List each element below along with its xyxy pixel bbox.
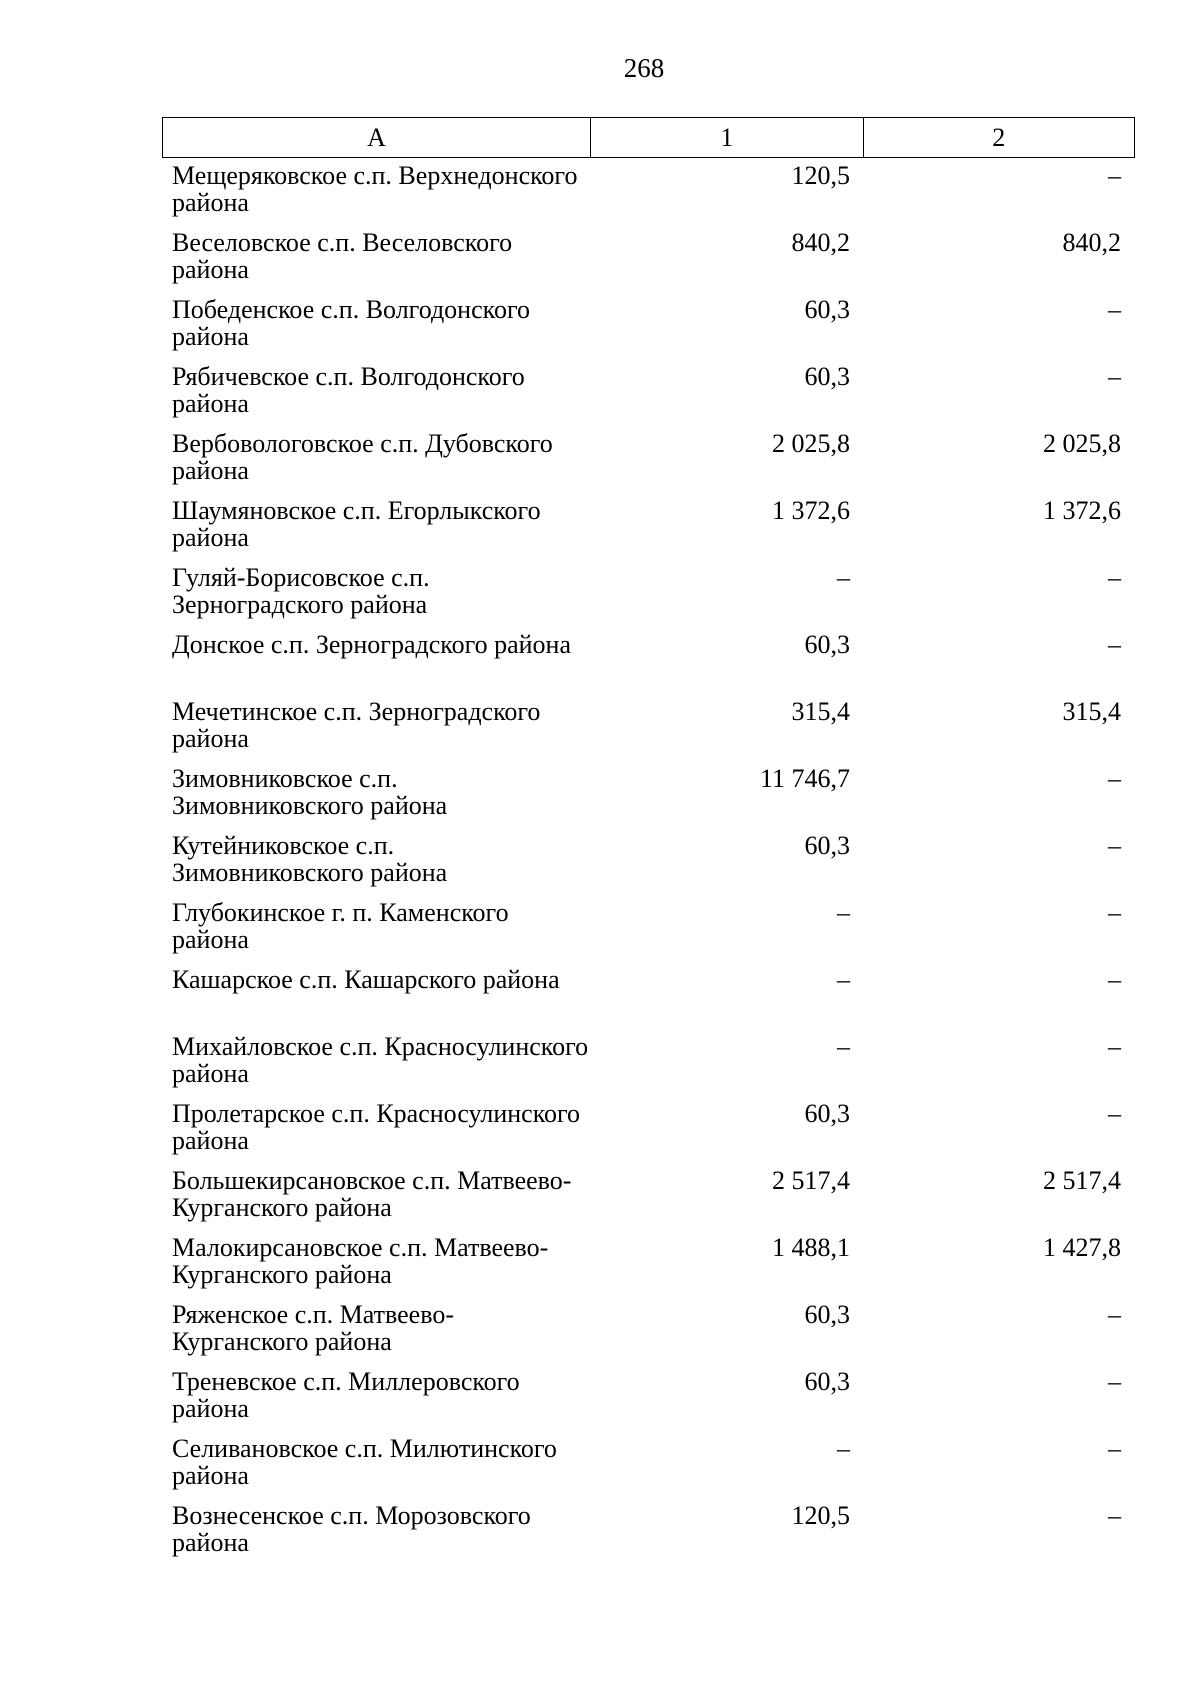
settlement-name: Ряженское с.п. Матвеево-Курганского района bbox=[172, 1300, 454, 1356]
value-column-1: – bbox=[837, 1032, 850, 1061]
value-column-2: – bbox=[1108, 1032, 1121, 1061]
settlement-name: Кашарское с.п. Кашарского района bbox=[172, 965, 560, 994]
value-column-2: – bbox=[1108, 630, 1121, 659]
table-row bbox=[162, 1163, 1135, 1230]
value-column-1: 60,3 bbox=[804, 630, 850, 659]
value-column-1: 11 746,7 bbox=[759, 764, 850, 793]
value-column-2: – bbox=[1108, 563, 1121, 592]
settlement-name: Победенское с.п. Волгодонского района bbox=[172, 295, 530, 351]
value-column-2: – bbox=[1108, 831, 1121, 860]
value-column-1: 60,3 bbox=[804, 831, 850, 860]
value-column-2: – bbox=[1108, 1099, 1121, 1128]
settlement-name: Шаумяновское с.п. Егорлыкского района bbox=[172, 496, 541, 552]
value-column-2: – bbox=[1108, 1300, 1121, 1329]
value-column-1: 120,5 bbox=[791, 161, 850, 190]
value-column-2: 1 427,8 bbox=[1043, 1233, 1121, 1262]
header-column-1: 1 bbox=[591, 118, 863, 157]
table-row bbox=[162, 828, 1135, 895]
table-row bbox=[162, 1096, 1135, 1163]
table-header bbox=[162, 117, 1135, 158]
table-row bbox=[162, 694, 1135, 761]
settlement-name: Вознесенское с.п. Морозовского района bbox=[172, 1501, 531, 1557]
value-column-2: – bbox=[1108, 1501, 1121, 1530]
value-column-2: – bbox=[1108, 1367, 1121, 1396]
value-column-1: – bbox=[837, 563, 850, 592]
settlement-name: Селивановское с.п. Милютинского района bbox=[172, 1434, 557, 1490]
value-column-2: 315,4 bbox=[1062, 697, 1121, 726]
table-row bbox=[162, 962, 1135, 1029]
table-row bbox=[162, 1029, 1135, 1096]
settlement-name: Мечетинское с.п. Зерноградского района bbox=[172, 697, 541, 753]
value-column-1: 1 488,1 bbox=[772, 1233, 850, 1262]
table-row bbox=[162, 1498, 1135, 1565]
header-column-a: А bbox=[163, 118, 591, 157]
value-column-2: 840,2 bbox=[1062, 228, 1121, 257]
value-column-1: 1 372,6 bbox=[772, 496, 850, 525]
table-row bbox=[162, 560, 1135, 627]
table-row bbox=[162, 627, 1135, 694]
table-row bbox=[162, 493, 1135, 560]
value-column-1: – bbox=[837, 965, 850, 994]
value-column-2: – bbox=[1108, 295, 1121, 324]
settlement-name: Глубокинское г. п. Каменского района bbox=[172, 898, 509, 954]
table-row bbox=[162, 761, 1135, 828]
table-body bbox=[162, 158, 1135, 1565]
value-column-1: 60,3 bbox=[804, 1367, 850, 1396]
value-column-2: – bbox=[1108, 898, 1121, 927]
settlement-name: Треневское с.п. Миллеровского района bbox=[172, 1367, 520, 1423]
value-column-2: – bbox=[1108, 965, 1121, 994]
settlement-name: Веселовское с.п. Веселовского района bbox=[172, 228, 513, 284]
value-column-2: – bbox=[1108, 1434, 1121, 1463]
table-row bbox=[162, 1297, 1135, 1364]
table-row bbox=[162, 895, 1135, 962]
value-column-1: 60,3 bbox=[804, 295, 850, 324]
value-column-2: – bbox=[1108, 764, 1121, 793]
value-column-1: 120,5 bbox=[791, 1501, 850, 1530]
settlement-name: Малокирсановское с.п. Матвеево-Курганского района bbox=[172, 1233, 549, 1289]
value-column-1: – bbox=[837, 898, 850, 927]
value-column-1: 840,2 bbox=[791, 228, 850, 257]
table-row bbox=[162, 1431, 1135, 1498]
value-column-2: – bbox=[1108, 362, 1121, 391]
table-row bbox=[162, 158, 1135, 225]
value-column-1: – bbox=[837, 1434, 850, 1463]
value-column-1: 315,4 bbox=[791, 697, 850, 726]
settlement-name: Большекирсановское с.п. Матвеево-Курганского района bbox=[172, 1166, 572, 1222]
value-column-1: 2 025,8 bbox=[772, 429, 850, 458]
settlement-name: Мещеряковское с.п. Верхнедонского района bbox=[172, 161, 578, 217]
table-row bbox=[162, 1230, 1135, 1297]
settlement-name: Кутейниковское с.п. Зимовниковского района bbox=[172, 831, 448, 887]
settlement-name: Рябичевское с.п. Волгодонского района bbox=[172, 362, 525, 418]
settlement-name: Донское с.п. Зерноградского района bbox=[172, 630, 572, 659]
value-column-1: 60,3 bbox=[804, 1099, 850, 1128]
table-row bbox=[162, 359, 1135, 426]
settlement-name: Вербовологовское с.п. Дубовского района bbox=[172, 429, 553, 485]
table-row bbox=[162, 426, 1135, 493]
value-column-1: 60,3 bbox=[804, 362, 850, 391]
value-column-2: – bbox=[1108, 161, 1121, 190]
value-column-2: 2 517,4 bbox=[1043, 1166, 1121, 1195]
table-row bbox=[162, 225, 1135, 292]
value-column-1: 2 517,4 bbox=[772, 1166, 850, 1195]
settlement-name: Зимовниковское с.п. Зимовниковского района bbox=[172, 764, 448, 820]
allocation-table bbox=[162, 117, 1135, 1565]
table-row bbox=[162, 292, 1135, 359]
header-column-2: 2 bbox=[992, 123, 1006, 152]
settlement-name: Пролетарское с.п. Красносулинского района bbox=[172, 1099, 581, 1155]
settlement-name: Михайловское с.п. Красносулинского района bbox=[172, 1032, 589, 1088]
settlement-name: Гуляй-Борисовское с.п. Зерноградского района bbox=[172, 563, 430, 619]
table-row bbox=[162, 1364, 1135, 1431]
page-number: 268 bbox=[623, 53, 665, 83]
value-column-2: 2 025,8 bbox=[1043, 429, 1121, 458]
value-column-1: 60,3 bbox=[804, 1300, 850, 1329]
value-column-2: 1 372,6 bbox=[1043, 496, 1121, 525]
